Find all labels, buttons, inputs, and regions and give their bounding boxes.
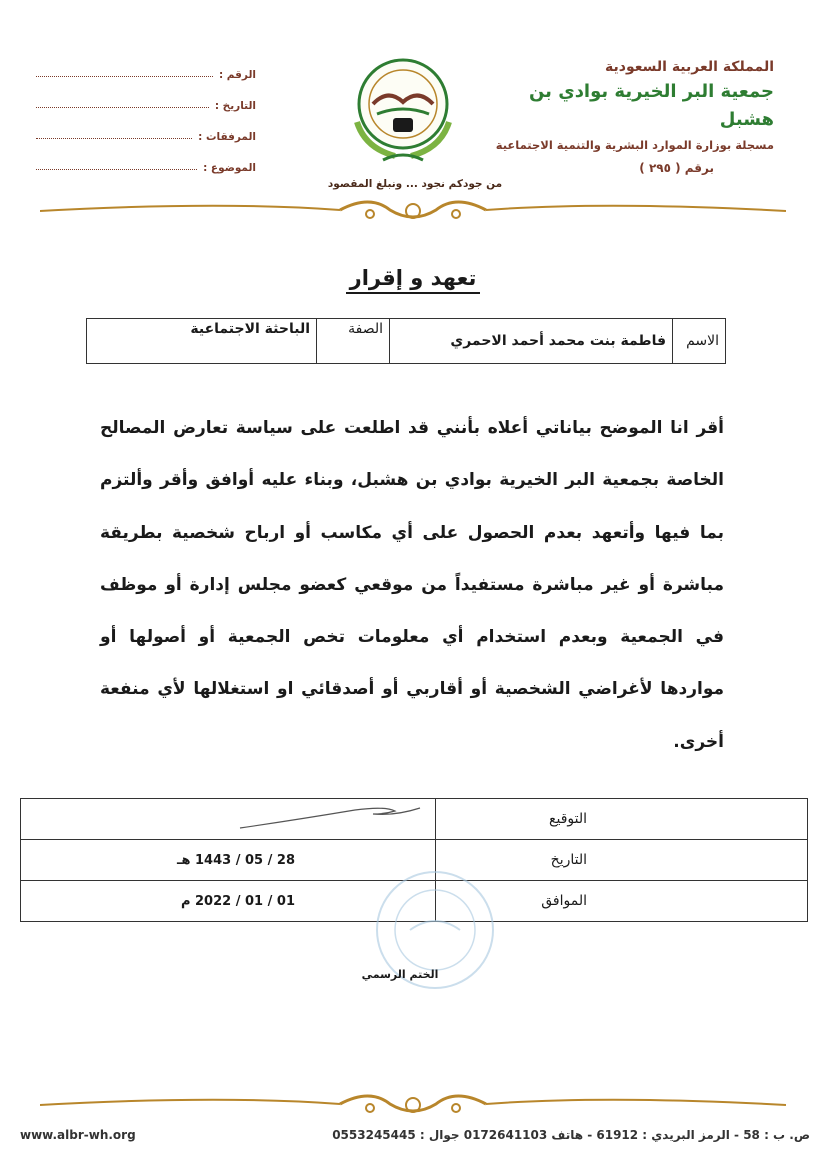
equivalent-label: الموافق <box>436 881 808 922</box>
letterhead-org-block <box>474 56 774 180</box>
letter-footer <box>20 1128 810 1142</box>
document-title: تعهد و إقرار <box>0 266 826 290</box>
ref-number-field: الرقم : <box>36 50 256 81</box>
contact-address: ص. ب : 58 - الرمز البريدي : 61912 - هاتف 0172641103 جوال : 0553245445 <box>332 1128 810 1142</box>
org-slogan: من جودكم نجود ... ونبلغ المقصود <box>327 178 503 190</box>
website-link[interactable]: www.albr-wh.org <box>20 1128 136 1142</box>
subject-field: الموضوع : <box>36 143 256 174</box>
country-name: المملكة العربية السعودية <box>605 59 774 75</box>
ornament-divider-bottom <box>40 1090 786 1120</box>
registration-text: مسجلة بوزارة الموارد البشرية والتنمية الاجتماعية <box>495 138 774 152</box>
org-logo-icon <box>343 52 463 172</box>
declaration-text: أقر انا الموضح بياناتي أعلاه بأنني قد اطلعت على سياسة تعارض المصالح الخاصة بجمعية البر الخيرية بوادي بن هشبل، وبناء عليه أوافق وأقر وألتزم بما فيها وأتعهد بعدم الحصول على أي مكاسب أو ارباح شخصية بطريقة مباشرة أو غير مباشرة مستفيداً من موقعي كعضو مجلس إدارة أو موظف في الجمعية وبعدم استخدام أي معلومات تخص الجمعية أو أصولها أو مواردها لأغراضي الشخصية أو أقاربي أو أصدقائي او استغلالها لأي منفعة أخرى. <box>100 418 724 752</box>
attachments-field: المرفقات : <box>36 112 256 143</box>
official-stamp-label: الختم الرسمي <box>361 968 439 981</box>
role-value: الباحثة الاجتماعية <box>87 319 317 364</box>
person-info-table <box>86 318 726 364</box>
date-field: التاريخ : <box>36 81 256 112</box>
name-label: الاسم <box>673 319 726 364</box>
name-value: فاطمة بنت محمد أحمد الاحمري <box>390 319 673 364</box>
date-value: 28 / 05 / 1443 هـ <box>21 840 436 881</box>
role-label: الصفة <box>317 319 390 364</box>
signature-cell <box>21 799 436 840</box>
org-name: جمعية البر الخيرية بوادي بن هشبل <box>528 81 774 130</box>
date-label: التاريخ <box>436 840 808 881</box>
ornament-divider-top <box>40 196 786 226</box>
handwritten-signature-icon <box>235 802 425 832</box>
signature-label: التوقيع <box>436 799 808 840</box>
equivalent-value: 01 / 01 / 2022 م <box>21 881 436 922</box>
registration-number: برقم ( ٢٩٥ ) <box>639 161 714 175</box>
letter-meta-fields <box>36 50 256 174</box>
